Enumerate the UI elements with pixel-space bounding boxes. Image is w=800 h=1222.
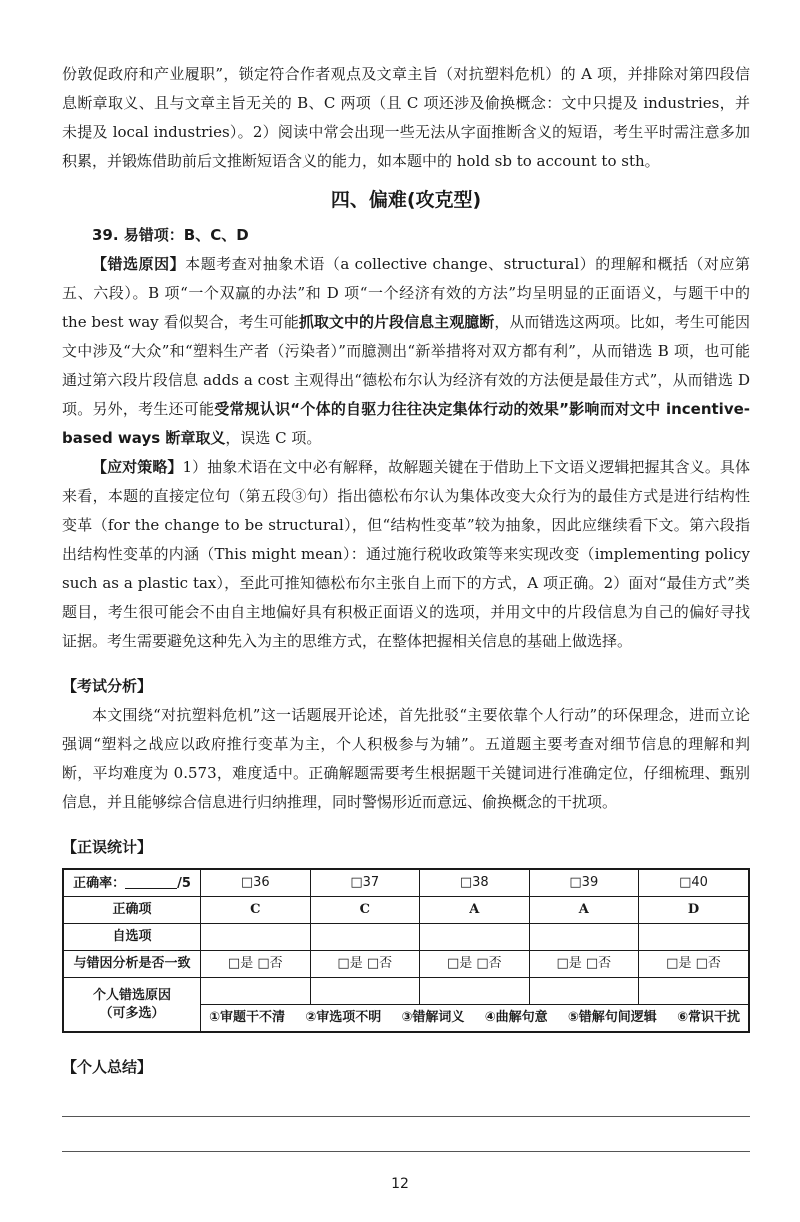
reason-option[interactable]: ②审选项不明 [305, 1010, 382, 1025]
row-label: 自选项 [63, 924, 201, 951]
summary-line[interactable] [62, 1082, 750, 1117]
reason-text-2: ，从而错选这两项。比如，考生可能因文中涉及“大众”和“塑料生产者（污染者）”而臆测出“新举措将对双方都有利”，从而错选 B 项，也可能通过第六段片段信息 adds a cost 主观得出“德松布尔认为经济有效的方法便是最佳方式”，从而错选 D 项。另外，考生还可能 [62, 313, 750, 418]
row-label: 与错因分析是否一致 [63, 951, 201, 978]
question-checkbox[interactable]: □38 [420, 869, 530, 897]
strategy-text: 1）抽象术语在文中必有解释，故解题关键在于借助上下文语义逻辑把握其含义。具体来看，本题的直接定位句（第五段③句）指出德松布尔认为集体改变大众行为的最佳方式是进行结构性变革（for the change to be structural），但“结构性变革”较为抽象，因此应继续看下文。第六段指出结构性变革的内涵（This might mean）：通过施行税收政策等来实现改变（implementing policy such as a plastic tax），至此可推知德松布尔主张自上而下的方式，A 项正确。2）面对“最佳方式”类题目，考生很可能会不由自主地偏好具有积极正面语义的选项，并用文中的片段信息为自己的偏好寻找证据。考生需要避免这种先入为主的思维方式，在整体把握相关信息的基础上做选择。 [62, 458, 750, 650]
reason-label: 【错选原因】 [92, 255, 186, 273]
page-content [62, 60, 750, 1152]
correct-answer: D [639, 897, 749, 924]
self-choice-cell[interactable] [529, 924, 639, 951]
reason-text-3: ，误选 C 项。 [225, 429, 322, 447]
top-paragraph: 份敦促政府和产业履职”，锁定符合作者观点及文章主旨（对抗塑料危机）的 A 项，并排除对第四段信息断章取义、且与文章主旨无关的 B、C 两项（且 C 项还涉及偷换概念：文中只提及 industries，并未提及 local industries）。2）阅读中常会出现一些无法从字面推断含义的短语，考生平时需注意多加积累，并锻炼借助前后文推断短语含义的能力，如本题中的 hold sb to account to sth。 [62, 65, 750, 170]
reason-input-cell[interactable] [639, 978, 749, 1005]
yes-no-checkbox[interactable]: □是 □否 [639, 951, 749, 978]
table-row [63, 978, 749, 1005]
reason-option[interactable]: ④曲解句意 [484, 1010, 548, 1025]
reason-input-cell[interactable] [420, 978, 530, 1005]
reason-bold-2: 受常规认识“个体的自驱力往往决定集体行动的效果”影响而对文中 incentive-based ways 断章取义 [62, 400, 750, 447]
summary-line[interactable] [62, 1117, 750, 1152]
rate-cell: 正确率： /5 [63, 869, 201, 897]
question-checkbox[interactable]: □37 [310, 869, 420, 897]
yes-no-checkbox[interactable]: □是 □否 [529, 951, 639, 978]
reason-input-cell[interactable] [310, 978, 420, 1005]
self-choice-cell[interactable] [420, 924, 530, 951]
question-checkbox[interactable]: □39 [529, 869, 639, 897]
question-checkbox[interactable]: □36 [201, 869, 311, 897]
table-row [63, 897, 749, 924]
correct-answer: C [201, 897, 311, 924]
reason-option[interactable]: ③错解词义 [401, 1010, 465, 1025]
section-title: 四、偏难(攻克型) [330, 189, 482, 211]
reason-option[interactable]: ⑥常识干扰 [676, 1010, 740, 1025]
strategy [62, 453, 750, 656]
correct-answer: A [529, 897, 639, 924]
question-head: 39. 易错项：B、C、D [92, 226, 249, 244]
question-checkbox[interactable]: □40 [639, 869, 749, 897]
reason-bold-1: 抓取文中的片段信息主观臆断 [298, 313, 495, 331]
yes-no-checkbox[interactable]: □是 □否 [310, 951, 420, 978]
self-choice-cell[interactable] [201, 924, 311, 951]
reason-input-cell[interactable] [201, 978, 311, 1005]
exam-analysis-head: 【考试分析】 [62, 677, 153, 695]
yes-no-checkbox[interactable]: □是 □否 [420, 951, 530, 978]
wrong-choice-reason [62, 250, 750, 453]
reason-option[interactable]: ⑤错解句间逻辑 [567, 1010, 657, 1025]
exam-analysis-text: 本文围绕“对抗塑料危机”这一话题展开论述，首先批驳“主要依靠个人行动”的环保理念，进而立论强调“塑料之战应以政府推行变革为主，个人积极参与为辅”。五道题主要考查对细节信息的理解和判断，平均难度为 0.573，难度适中。正确解题需要考生根据题干关键词进行准确定位，仔细梳理、甄别信息，并且能够综合信息进行归纳推理，同时警惕形近而意远、偷换概念的干扰项。 [62, 706, 750, 811]
stats-table [62, 868, 750, 1033]
strategy-label: 【应对策略】 [92, 458, 183, 476]
stats-head: 【正误统计】 [62, 838, 153, 856]
table-row [63, 951, 749, 978]
reasons-options [201, 1005, 750, 1033]
reason-input-cell[interactable] [529, 978, 639, 1005]
correct-answer: C [310, 897, 420, 924]
rate-blank[interactable] [125, 874, 177, 889]
page-number: 12 [391, 1176, 409, 1192]
table-row [63, 924, 749, 951]
self-choice-cell[interactable] [639, 924, 749, 951]
row-label: 个人错选原因 （可多选） [63, 978, 201, 1033]
yes-no-checkbox[interactable]: □是 □否 [201, 951, 311, 978]
reason-option[interactable]: ①审题干不清 [209, 1010, 286, 1025]
reason-text-1: 本题考查对抽象术语（a collective change、structural）的理解和概括（对应第五、六段）。B 项“一个双赢的办法”和 D 项“一个经济有效的方法”均呈明显的正面语义，与题干中的 the best way 看似契合，考生可能 [62, 255, 750, 331]
summary-head: 【个人总结】 [62, 1058, 153, 1076]
row-label: 正确项 [63, 897, 201, 924]
correct-answer: A [420, 897, 530, 924]
self-choice-cell[interactable] [310, 924, 420, 951]
table-row [63, 869, 749, 897]
